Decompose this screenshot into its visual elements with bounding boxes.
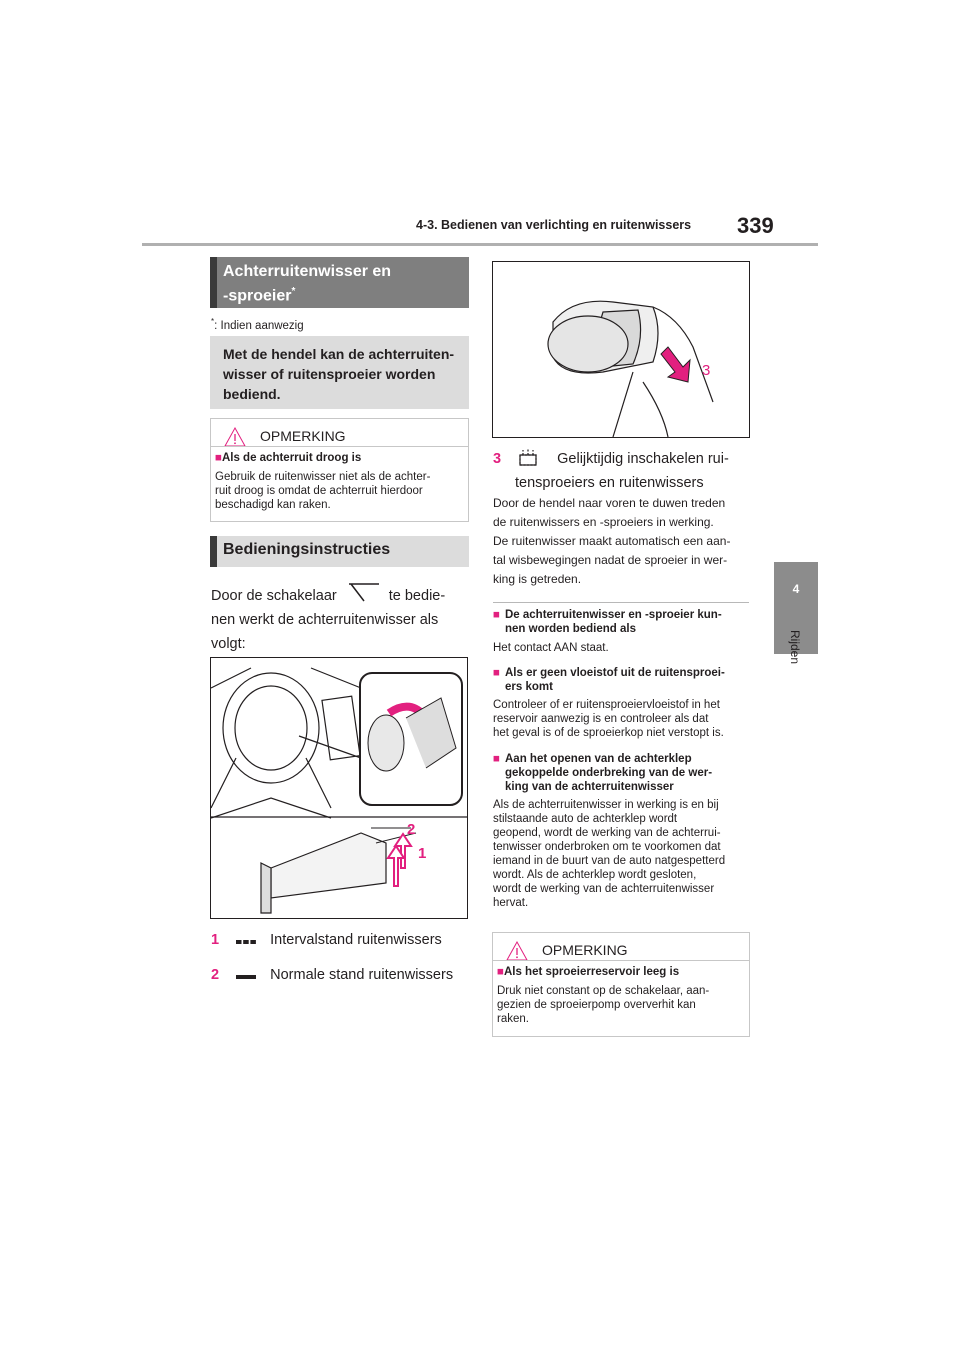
position-3-number: 3 <box>493 451 502 467</box>
info-bullet: ■ <box>493 667 500 679</box>
interval-dash-icon <box>236 932 256 948</box>
position-3-text-line1: Gelijktijdig inschakelen rui- <box>557 451 729 467</box>
washer-icon <box>517 447 539 467</box>
section-title-instructions-text: Bedieningsinstructies <box>223 541 391 558</box>
info-bullet: ■ <box>493 609 500 621</box>
position-2-number: 2 <box>211 967 220 983</box>
position-1-number: 1 <box>211 932 220 948</box>
figure-label-1: 1 <box>418 845 427 862</box>
note-bullet: ■ <box>215 452 222 464</box>
info-bullet: ■ <box>493 753 500 765</box>
footnote-text: : Indien aanwezig <box>214 319 304 332</box>
position-item-3 <box>493 447 729 495</box>
warning-icon <box>506 941 528 961</box>
info-block-operable: ■ De achterruitenwisser en -sproeier kun- nen worden bediend als Het contact AAN staat. <box>493 609 722 654</box>
summary-line2: wisser of ruitensproeier worden <box>223 366 436 382</box>
position-1-text: Intervalstand ruitenwissers <box>270 932 442 948</box>
section-title-line1: Achterruitenwisser en <box>223 263 392 280</box>
steering-column-illustration <box>211 658 467 918</box>
position-2-text: Normale stand ruitenwissers <box>270 967 454 983</box>
section-bar-accent <box>210 536 217 567</box>
section-divider <box>493 602 749 603</box>
section-title-star: * <box>291 286 296 297</box>
figure-label-2: 2 <box>407 821 416 838</box>
info-block-tailgate: ■ Aan het openen van de achterklep gekoppelde onderbreking van de wer- king van de achterruitenwisser Als de achterruitenwisser in werking is en bij stilstaande auto de achterklep wordt geopend, wordt de werking van de achterrui- tenwisser onderbroken om te voorkomen dat iemand in de buurt van de auto natgespetterd wordt. Als de achterklep wordt gesloten, wordt de werking van de achterruitenwisser hervat. <box>493 753 726 909</box>
position-3-description-1: Door de hendel naar voren te duwen treden de ruitenwissers en -sproeiers in werking. <box>493 496 726 529</box>
note-subheading: ■Als de achterruit droog is <box>215 452 362 464</box>
position-3-description-2: De ruitenwisser maakt automatisch een aan- tal wisbewegingen nadat de sproeier in wer- king is getreden. <box>493 534 731 586</box>
footnote-star: * <box>211 317 215 326</box>
note-text: Gebruik de ruitenwisser niet als de achter- ruit droog is omdat de achterruit hierdoor beschadigd kan raken. <box>215 471 431 511</box>
figure-lever-push <box>492 261 750 438</box>
summary-line1: Met de hendel kan de achterruiten- <box>223 346 455 362</box>
normal-bar-icon <box>236 967 256 983</box>
section-header-title: 4-3. Bedienen van verlichting en ruitenwissers <box>416 218 692 232</box>
position-item-2 <box>211 967 453 983</box>
figure-label-3: 3 <box>702 362 711 379</box>
note-box-empty-reservoir <box>492 932 750 1037</box>
note-text: Druk niet constant op de schakelaar, aan- gezien de sproeierpomp oververhit kan raken. <box>497 985 710 1025</box>
section-bar-accent <box>210 257 217 308</box>
note-box-dry-window <box>210 418 469 522</box>
note-divider <box>211 446 468 447</box>
note-bullet: ■ <box>497 966 504 978</box>
position-3-text-line2: tensproeiers en ruitenwissers <box>515 475 704 491</box>
position-item-1 <box>211 932 442 948</box>
note-heading: OPMERKING <box>260 428 346 444</box>
intro-paragraph: Door de schakelaar te bedie- nen werkt de achterruitenwisser als volgt: <box>211 581 473 656</box>
section-title-rear-wiper <box>210 257 469 308</box>
footnote <box>211 317 304 332</box>
info-block-no-fluid: ■ Als er geen vloeistof uit de ruitensproei- ers komt Controleer of er ruitensproeiervloeistof in het reservoir aanwezig is en controleer als dat het geval is of de sproeierkop niet verstopt is. <box>493 667 725 739</box>
warning-icon <box>224 427 246 447</box>
section-title-line2: -sproeier <box>223 287 292 305</box>
lever-push-illustration <box>493 262 749 437</box>
note-subheading: ■Als het sproeierreservoir leeg is <box>497 966 680 978</box>
note-divider <box>493 960 749 961</box>
section-title-instructions <box>210 536 469 567</box>
summary-box <box>210 336 469 409</box>
chapter-tab-label: Rijden <box>788 630 802 665</box>
summary-line3: bediend. <box>223 386 281 402</box>
figure-steering-column <box>210 657 468 919</box>
header-rule <box>142 243 818 246</box>
rear-wiper-switch-icon <box>347 581 381 603</box>
note-heading: OPMERKING <box>542 942 628 958</box>
page-number: 339 <box>737 213 774 238</box>
chapter-tab-number: 4 <box>792 582 800 596</box>
